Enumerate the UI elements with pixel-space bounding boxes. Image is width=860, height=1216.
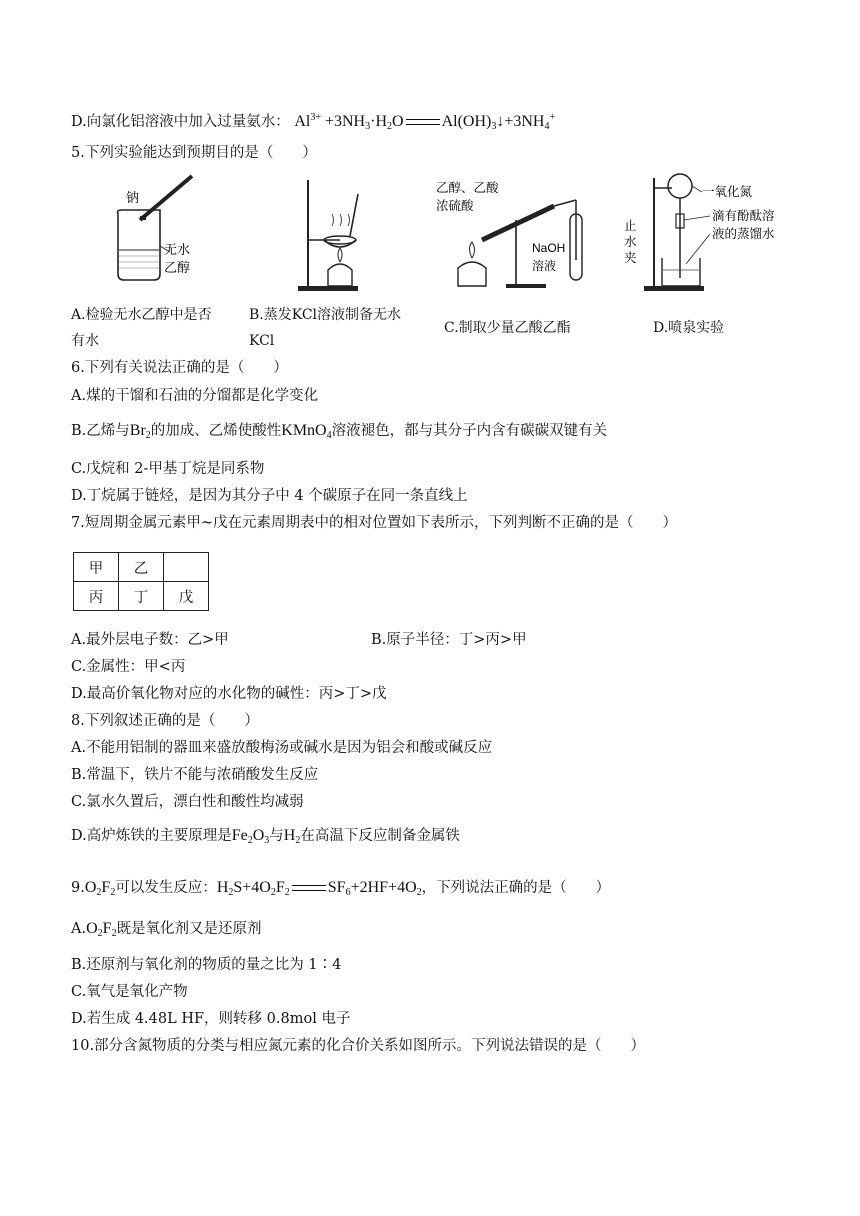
- figure-a-beaker: [104, 170, 224, 290]
- table-cell: 丁: [119, 582, 164, 611]
- q7-option-a: A.最外层电子数：乙>甲: [71, 632, 229, 648]
- q4-option-d: D.向氯化铝溶液中加入过量氨水： $Al^{3+} +3NH_3\cdot H_2O$ $Al(OH)_3↓+3NH_4^+$: [71, 112, 556, 132]
- q9-option-b: B.还原剂与氧化剂的物质的量之比为 1∶4: [71, 957, 342, 973]
- table-cell: 戊: [164, 582, 209, 611]
- q9-option-d: D.若生成 4.48L HF，则转移 0.8mol 电子: [71, 1011, 351, 1027]
- table-row: [74, 582, 209, 611]
- label-anhydrous: 无水: [164, 243, 191, 258]
- label-solution: 溶液: [532, 259, 557, 273]
- table-cell: 乙: [119, 553, 164, 582]
- q7-option-d: D.最高价氧化物对应的水化物的碱性：丙>丁>戊: [71, 686, 387, 702]
- label-no-gas: 一氧化氮: [702, 184, 753, 199]
- label-conc-sulfuric: 浓硫酸: [436, 198, 474, 213]
- label-sodium: 钠: [126, 191, 140, 206]
- label-naoh: NaOH: [532, 241, 566, 255]
- label-ethanol-acetic: 乙醇、乙酸: [436, 180, 499, 195]
- q9-equation: $H_2S+4O_2F_2$ $SF_6+2HF+4O_2$: [216, 879, 422, 898]
- table-cell: 丙: [74, 582, 119, 611]
- label-clamp-2: 水: [624, 234, 637, 249]
- table-cell: [164, 553, 209, 582]
- q9-option-a: $A.O_2F_2$既是氧化剂又是还原剂: [71, 920, 262, 939]
- q8-stem: 8.下列叙述正确的是（ ）: [71, 713, 259, 729]
- label-phenol-1: 滴有酚酞溶: [712, 208, 775, 223]
- q7-option-c: C.金属性：甲<丙: [71, 659, 186, 675]
- label-ethanol: 乙醇: [164, 261, 191, 276]
- q5-option-a: A.检验无水乙醇中是否 有水: [71, 307, 212, 349]
- label-phenol-2: 液的蒸馏水: [712, 226, 775, 241]
- q9-option-c: C.氧气是氧化产物: [71, 984, 188, 1000]
- label-clamp-1: 止: [624, 218, 637, 233]
- table-row: [74, 553, 209, 582]
- q9-stem: $9.O_2F_2$可以发生反应：$H_2S+4O_2F_2$ $SF_6+2HF+4O_2$，下列说法正确的是（ ）: [71, 879, 611, 898]
- q6-option-b: B.乙烯与$Br_2$的加成、乙烯使酸性KMnO$_4$溶液褪色，都与其分子内含有碳碳双键有关: [71, 422, 608, 441]
- q10-stem: 10.部分含氮物质的分类与相应氮元素的化合价关系如图所示。下列说法错误的是（ ）: [71, 1038, 646, 1054]
- equals-sign: [292, 885, 326, 891]
- q8-option-b: B.常温下，铁片不能与浓硝酸发生反应: [71, 767, 319, 783]
- equals-sign: [406, 119, 440, 125]
- q6-stem: 6.下列有关说法正确的是（ ）: [71, 360, 288, 376]
- q5-option-d: D.喷泉实验: [653, 320, 725, 336]
- q7-option-b: B.原子半径：丁>丙>甲: [371, 632, 527, 648]
- label-clamp-3: 夹: [624, 250, 637, 265]
- q8-option-d: D.高炉炼铁的主要原理是$Fe_2O_3$与$H_2$在高温下反应制备金属铁: [71, 827, 460, 846]
- figure-d-fountain: [616, 170, 775, 294]
- q8-option-c: C.氯水久置后，漂白性和酸性均减弱: [71, 794, 304, 810]
- q5-option-c: C.制取少量乙酸乙酯: [444, 320, 571, 336]
- q8-option-a: A.不能用铝制的器皿来盛放酸梅汤或碱水是因为铝会和酸或碱反应: [71, 740, 493, 756]
- q6-option-a: A.煤的干馏和石油的分馏都是化学变化: [71, 388, 319, 404]
- periodic-position-table: [73, 552, 209, 611]
- table-cell: 甲: [74, 553, 119, 582]
- q4-equation: $Al^{3+} +3NH_3\cdot H_2O$ $Al(OH)_3↓+3NH_4^+$: [294, 112, 556, 132]
- q5-stem: 5.下列实验能达到预期目的是（ ）: [71, 145, 317, 161]
- q5-option-b: B.蒸发KCl溶液制备无水 KCl: [249, 307, 402, 349]
- q6-option-c: C.戊烷和 2-甲基丁烷是同系物: [71, 461, 265, 477]
- figure-c-ester: [436, 170, 596, 294]
- figure-b-evaporation: [296, 170, 376, 294]
- q7-stem: 7.短周期金属元素甲~戊在元素周期表中的相对位置如下表所示，下列判断不正确的是（ ）: [71, 515, 677, 531]
- q6-option-d: D.丁烷属于链烃，是因为其分子中 4 个碳原子在同一条直线上: [71, 488, 468, 504]
